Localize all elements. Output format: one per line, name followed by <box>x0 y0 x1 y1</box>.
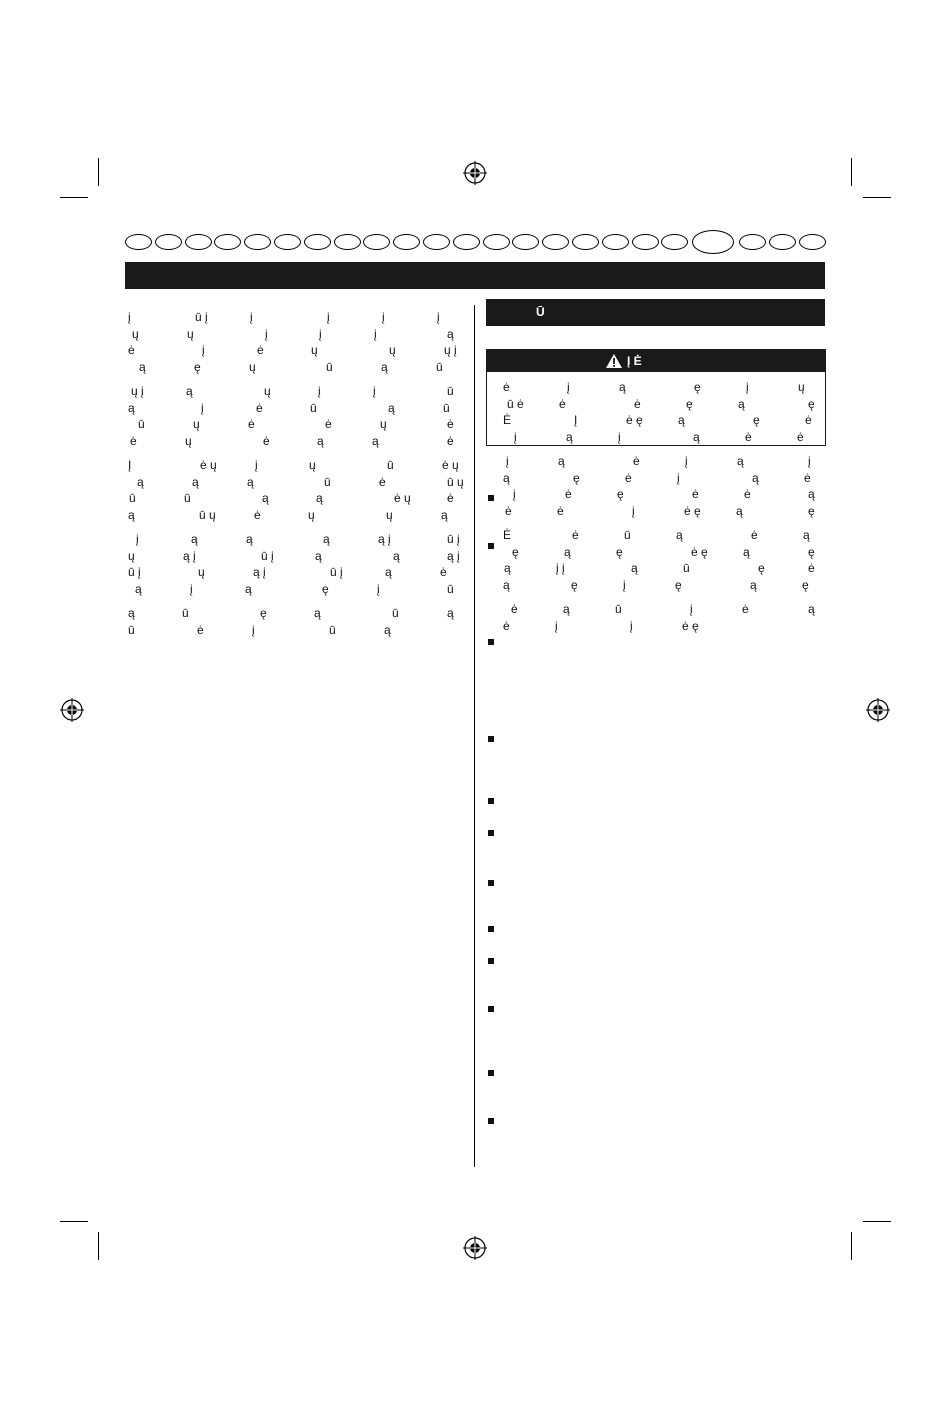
glyph-fragment: ė <box>447 434 454 448</box>
glyph-fragment: ą <box>372 434 379 448</box>
crop-mark <box>851 1232 852 1260</box>
warning-title: Į Ė <box>627 354 642 368</box>
glyph-fragment: ė <box>692 487 699 501</box>
glyph-fragment: į <box>746 380 749 394</box>
glyph-fragment: ū <box>184 491 191 505</box>
glyph-fragment: ū <box>182 606 189 620</box>
glyph-fragment: Ė <box>503 413 512 427</box>
glyph-fragment: ū <box>447 384 454 398</box>
language-tab-oval <box>393 234 420 250</box>
glyph-fragment: ė <box>745 430 752 444</box>
glyph-fragment: ė <box>572 528 579 542</box>
glyph-fragment: ų <box>132 327 139 341</box>
glyph-fragment: ė <box>744 487 751 501</box>
glyph-fragment: ū į <box>447 532 460 546</box>
glyph-fragment: į <box>377 582 380 596</box>
glyph-fragment: ą <box>135 582 142 596</box>
section-header <box>486 299 825 326</box>
glyph-fragment: ą <box>558 454 565 468</box>
glyph-fragment: į <box>373 384 376 398</box>
glyph-fragment: ė ų <box>442 458 459 472</box>
language-tab-oval <box>423 234 450 250</box>
glyph-fragment: ę <box>758 561 765 575</box>
language-tab-oval <box>632 234 659 250</box>
glyph-fragment: ą <box>737 454 744 468</box>
glyph-fragment: ą <box>678 413 685 427</box>
warning-box <box>486 349 826 446</box>
glyph-fragment: ė ų <box>200 458 217 472</box>
glyph-fragment: ų <box>264 384 271 398</box>
glyph-fragment: ą <box>564 545 571 559</box>
glyph-fragment: į <box>318 384 321 398</box>
column-divider <box>474 305 475 1167</box>
glyph-fragment: ą į <box>253 565 266 579</box>
glyph-fragment: ė ę <box>684 504 701 518</box>
glyph-fragment: ė <box>256 401 263 415</box>
bullet-square-icon <box>488 830 494 836</box>
glyph-fragment: ą <box>676 528 683 542</box>
glyph-fragment: ę <box>512 545 519 559</box>
glyph-fragment: ė ę <box>691 545 708 559</box>
glyph-fragment: ą <box>563 602 570 616</box>
glyph-fragment: ū ų <box>199 508 216 522</box>
glyph-fragment: ą <box>752 471 759 485</box>
crop-mark <box>851 158 852 186</box>
glyph-fragment: į <box>506 454 509 468</box>
glyph-fragment: ą <box>750 578 757 592</box>
glyph-fragment: ą <box>317 434 324 448</box>
glyph-fragment: ę <box>694 380 701 394</box>
glyph-fragment: ū <box>624 528 631 542</box>
glyph-fragment: ū <box>436 360 443 374</box>
bullet-square-icon <box>488 736 494 742</box>
crop-mark <box>863 1221 891 1222</box>
glyph-fragment: ą <box>385 565 392 579</box>
language-tab-oval <box>274 234 301 250</box>
glyph-fragment: į <box>437 310 440 324</box>
glyph-fragment: ę <box>194 360 201 374</box>
glyph-fragment: ų <box>380 417 387 431</box>
language-tab-oval <box>185 234 212 250</box>
glyph-fragment: ą <box>315 549 322 563</box>
language-tab-oval <box>125 234 152 250</box>
glyph-fragment: ą <box>447 327 454 341</box>
glyph-fragment: ė <box>559 397 566 411</box>
glyph-fragment: ū į <box>261 549 274 563</box>
language-tab-oval <box>661 234 688 250</box>
glyph-fragment: ė <box>625 471 632 485</box>
language-tab-oval-active <box>692 230 734 254</box>
section-title: Ū <box>536 305 545 319</box>
glyph-fragment: ų <box>128 549 135 563</box>
glyph-fragment: ę <box>753 413 760 427</box>
glyph-fragment: į <box>128 310 131 324</box>
glyph-fragment: ą <box>245 582 252 596</box>
glyph-fragment: ą <box>128 606 135 620</box>
glyph-fragment: ė <box>565 487 572 501</box>
glyph-fragment: ū <box>615 602 622 616</box>
glyph-fragment: ė <box>805 413 812 427</box>
glyph-fragment: ą <box>247 475 254 489</box>
bullet-square-icon <box>488 1006 494 1012</box>
glyph-fragment: ė <box>742 602 749 616</box>
glyph-fragment: ą <box>323 532 330 546</box>
glyph-fragment: į <box>630 619 633 633</box>
glyph-fragment: į <box>136 532 139 546</box>
glyph-fragment: ą <box>619 380 626 394</box>
glyph-fragment: ų į <box>444 343 457 357</box>
glyph-fragment: ę <box>573 471 580 485</box>
glyph-fragment: į <box>623 578 626 592</box>
language-tabs <box>125 233 827 251</box>
language-tab-oval <box>304 234 331 250</box>
glyph-fragment: ą <box>128 508 135 522</box>
glyph-fragment: ė ę <box>626 413 643 427</box>
glyph-fragment: ų <box>198 565 205 579</box>
glyph-fragment: ū <box>387 458 394 472</box>
glyph-fragment: ą <box>388 401 395 415</box>
glyph-fragment: ą į <box>447 549 460 563</box>
glyph-fragment: ą <box>503 471 510 485</box>
language-tab-oval <box>214 234 241 250</box>
glyph-fragment: į <box>677 471 680 485</box>
glyph-fragment: ę <box>616 545 623 559</box>
glyph-fragment: ū į <box>195 310 208 324</box>
glyph-fragment: ą <box>441 508 448 522</box>
bullet-square-icon <box>488 798 494 804</box>
glyph-fragment: ū <box>138 417 145 431</box>
glyph-fragment: į <box>327 310 330 324</box>
warning-header <box>487 350 825 372</box>
language-tab-oval <box>799 234 826 250</box>
crop-mark <box>863 197 891 198</box>
glyph-fragment: ė <box>503 619 510 633</box>
glyph-fragment: ą <box>803 528 810 542</box>
glyph-fragment: ū ė <box>507 397 524 411</box>
language-tab-oval <box>483 234 510 250</box>
glyph-fragment: ę <box>808 504 815 518</box>
glyph-fragment: ą <box>246 532 253 546</box>
glyph-fragment: ė <box>505 504 512 518</box>
language-tab-oval <box>739 234 766 250</box>
glyph-fragment: ė <box>325 417 332 431</box>
glyph-fragment: į <box>374 327 377 341</box>
glyph-fragment: ę <box>802 578 809 592</box>
glyph-fragment: ū <box>128 623 135 637</box>
glyph-fragment: ū ų <box>447 475 464 489</box>
language-tab-oval <box>602 234 629 250</box>
language-tab-oval <box>155 234 182 250</box>
bullet-square-icon <box>488 880 494 886</box>
glyph-fragment: į <box>190 582 193 596</box>
glyph-fragment: ą <box>191 532 198 546</box>
page-header-band <box>125 262 825 289</box>
glyph-fragment: Į <box>574 413 578 427</box>
glyph-fragment: ų <box>311 343 318 357</box>
glyph-fragment: ą <box>447 606 454 620</box>
glyph-fragment: ą <box>808 487 815 501</box>
glyph-fragment: ė <box>511 602 518 616</box>
glyph-fragment: ą <box>316 491 323 505</box>
glyph-fragment: ė <box>248 417 255 431</box>
glyph-fragment: į <box>252 623 255 637</box>
glyph-fragment: ą <box>808 602 815 616</box>
glyph-fragment: į <box>632 504 635 518</box>
glyph-fragment: į <box>201 401 204 415</box>
crop-mark <box>98 158 99 186</box>
glyph-fragment: Ė <box>503 528 512 542</box>
glyph-fragment: ė <box>503 380 510 394</box>
glyph-fragment: ė <box>128 343 135 357</box>
glyph-fragment: ų <box>798 380 805 394</box>
glyph-fragment: ė <box>808 561 815 575</box>
bullet-square-icon <box>488 495 494 501</box>
glyph-fragment: ė <box>447 491 454 505</box>
registration-mark-icon <box>866 698 890 722</box>
glyph-fragment: ų <box>249 360 256 374</box>
glyph-fragment: ą <box>736 504 743 518</box>
glyph-fragment: ū <box>443 401 450 415</box>
glyph-fragment: į į <box>556 561 565 575</box>
glyph-fragment: ė <box>751 528 758 542</box>
glyph-fragment: į <box>319 327 322 341</box>
glyph-fragment: ė <box>440 565 447 579</box>
registration-mark-icon <box>60 698 84 722</box>
glyph-fragment: į <box>202 343 205 357</box>
glyph-fragment: į <box>382 310 385 324</box>
glyph-fragment: Į <box>128 458 132 472</box>
glyph-fragment: ą <box>192 475 199 489</box>
glyph-fragment: ą <box>503 578 510 592</box>
glyph-fragment: ū <box>392 606 399 620</box>
glyph-fragment: ū <box>310 401 317 415</box>
glyph-fragment: ė <box>804 471 811 485</box>
bullet-square-icon <box>488 543 494 549</box>
glyph-fragment: į <box>265 327 268 341</box>
glyph-fragment: ė <box>379 475 386 489</box>
glyph-fragment: ą į <box>183 549 196 563</box>
glyph-fragment: ą į <box>378 532 391 546</box>
glyph-fragment: į <box>685 454 688 468</box>
glyph-fragment: ė ų <box>394 491 411 505</box>
glyph-fragment: ė <box>130 434 137 448</box>
glyph-fragment: ę <box>675 578 682 592</box>
glyph-fragment: į <box>514 430 517 444</box>
glyph-fragment: ū <box>326 360 333 374</box>
glyph-fragment: ū <box>324 475 331 489</box>
glyph-fragment: ą <box>384 623 391 637</box>
glyph-fragment: ė <box>557 504 564 518</box>
glyph-fragment: ą <box>393 549 400 563</box>
glyph-fragment: ų į <box>131 384 144 398</box>
glyph-fragment: ą <box>139 360 146 374</box>
glyph-fragment: ą <box>381 360 388 374</box>
glyph-fragment: ė <box>263 434 270 448</box>
registration-mark-icon <box>463 1236 487 1260</box>
glyph-fragment: ę <box>260 606 267 620</box>
crop-mark <box>98 1232 99 1260</box>
glyph-fragment: ą <box>631 561 638 575</box>
glyph-fragment: ų <box>389 343 396 357</box>
glyph-fragment: ė <box>797 430 804 444</box>
glyph-fragment: į <box>513 487 516 501</box>
language-tab-oval <box>572 234 599 250</box>
glyph-fragment: ū <box>329 623 336 637</box>
glyph-fragment: ę <box>808 397 815 411</box>
glyph-fragment: ė ę <box>682 619 699 633</box>
crop-mark <box>60 1221 88 1222</box>
glyph-fragment: ė <box>633 454 640 468</box>
language-tab-oval <box>244 234 271 250</box>
registration-mark-icon <box>463 161 487 185</box>
language-tab-oval <box>334 234 361 250</box>
glyph-fragment: ę <box>617 487 624 501</box>
glyph-fragment: ė <box>254 508 261 522</box>
glyph-fragment: ė <box>257 343 264 357</box>
glyph-fragment: ė <box>447 417 454 431</box>
bullet-square-icon <box>488 926 494 932</box>
language-tab-oval <box>769 234 796 250</box>
glyph-fragment: ą <box>693 430 700 444</box>
glyph-fragment: ą <box>186 384 193 398</box>
glyph-fragment: į <box>618 430 621 444</box>
language-tab-oval <box>512 234 539 250</box>
glyph-fragment: ū <box>683 561 690 575</box>
glyph-fragment: ą <box>314 606 321 620</box>
bullet-square-icon <box>488 958 494 964</box>
glyph-fragment: į <box>555 619 558 633</box>
warning-triangle-icon <box>605 353 623 369</box>
glyph-fragment: ų <box>187 327 194 341</box>
glyph-fragment: ū į <box>128 565 141 579</box>
glyph-fragment: į <box>690 602 693 616</box>
glyph-fragment: ą <box>738 397 745 411</box>
glyph-fragment: ą <box>262 491 269 505</box>
glyph-fragment: ū <box>129 491 136 505</box>
glyph-fragment: ų <box>185 434 192 448</box>
glyph-fragment: ų <box>193 417 200 431</box>
bullet-square-icon <box>488 639 494 645</box>
glyph-fragment: ė <box>634 397 641 411</box>
crop-mark <box>60 197 88 198</box>
glyph-fragment: ų <box>308 508 315 522</box>
language-tab-oval <box>453 234 480 250</box>
glyph-fragment: ų <box>386 508 393 522</box>
language-tab-oval <box>542 234 569 250</box>
glyph-fragment: ą <box>743 545 750 559</box>
glyph-fragment: į <box>567 380 570 394</box>
glyph-fragment: ė <box>197 623 204 637</box>
glyph-fragment: ą <box>137 475 144 489</box>
glyph-fragment: ę <box>571 578 578 592</box>
glyph-fragment: ų <box>309 458 316 472</box>
glyph-fragment: ū <box>447 582 454 596</box>
glyph-fragment: ū į <box>330 565 343 579</box>
glyph-fragment: ę <box>808 545 815 559</box>
glyph-fragment: į <box>250 310 253 324</box>
glyph-fragment: į <box>255 458 258 472</box>
glyph-fragment: ę <box>322 582 329 596</box>
language-tab-oval <box>363 234 390 250</box>
glyph-fragment: ą <box>566 430 573 444</box>
bullet-square-icon <box>488 1118 494 1124</box>
bullet-square-icon <box>488 1070 494 1076</box>
glyph-fragment: į <box>808 454 811 468</box>
glyph-fragment: ą <box>128 401 135 415</box>
glyph-fragment: ą <box>504 561 511 575</box>
glyph-fragment: ę <box>686 397 693 411</box>
